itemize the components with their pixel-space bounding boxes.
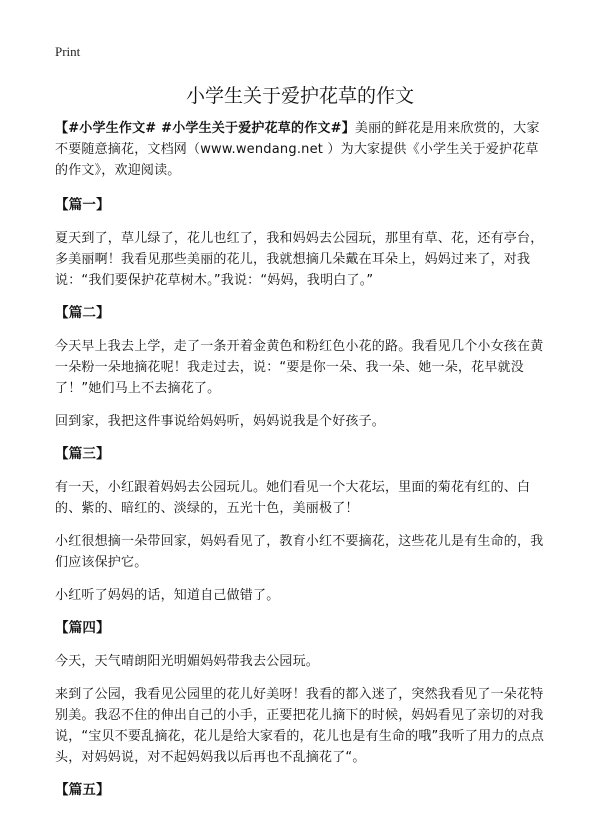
intro-text: 美丽的鲜花是用来欣赏的，大家不要随意摘花，文档网（www.wendang.net ）为大家提供《小学生关于爱护花草的作文》，欢迎阅读。 (55, 121, 540, 178)
section-3-paragraph-2: 小红很想摘一朵带回家，妈妈看见了，教育小红不要摘花，这些花儿是有生命的，我们应该保护它。 (55, 534, 544, 570)
section-4-paragraph-2: 来到了公园，我看见公园里的花儿好美呀！我看的都入迷了，突然我看见了一朵花特别美。我忍不住的伸出自己的小手，正要把花儿摘下的时候，妈妈看见了亲切的对我说，“宝贝不要乱摘花，花儿是给大家看的，花儿也是有生命的哦”我听了用力的点点头，对妈妈说，对不起妈妈我以后再也不乱摘花了“。 (55, 687, 545, 765)
document-title: 小学生关于爱护花草的作文 (185, 85, 414, 107)
section-heading-3: 【篇三】 (55, 446, 110, 462)
section-heading-5: 【篇五】 (55, 782, 110, 798)
section-heading-4: 【篇四】 (55, 620, 110, 636)
section-4-paragraph-1: 今天，天气晴朗阳光明媚妈妈带我去公园玩。 (55, 654, 320, 669)
intro-tags: 【#小学生作文# #小学生关于爱护花草的作文#】 (55, 121, 355, 136)
section-3-paragraph-1: 有一天，小红跟着妈妈去公园玩儿。她们看见一个大花坛，里面的菊花有红的、白的、紫的、暗红的、淡绿的，五光十色，美丽极了！ (55, 480, 531, 516)
section-2-paragraph-1: 今天早上我去上学，走了一条开着金黄色和粉红色小花的路。我看见几个小女孩在黄一朵粉一朵地摘花呢！我走过去，说：“要是你一朵、我一朵、她一朵，花早就没了！”她们马上不去摘花了。 (55, 339, 544, 396)
section-heading-2: 【篇二】 (55, 305, 110, 321)
section-3-paragraph-3: 小红听了妈妈的话，知道自己做错了。 (55, 588, 280, 603)
document-body (55, 118, 547, 813)
section-2-paragraph-2: 回到家，我把这件事说给妈妈听，妈妈说我是个好孩子。 (55, 414, 386, 429)
section-heading-1: 【篇一】 (55, 197, 110, 213)
print-label: Print (55, 44, 81, 59)
intro-paragraph (55, 118, 547, 181)
section-1-paragraph-1: 夏天到了，草儿绿了，花儿也红了，我和妈妈去公园玩，那里有草、花，还有亭台，多美丽啊！我看见那些美丽的花儿，我就想摘几朵戴在耳朵上，妈妈过来了，对我说：“我们要保护花草树木。”我说：“妈妈，我明白了。” (55, 231, 544, 288)
